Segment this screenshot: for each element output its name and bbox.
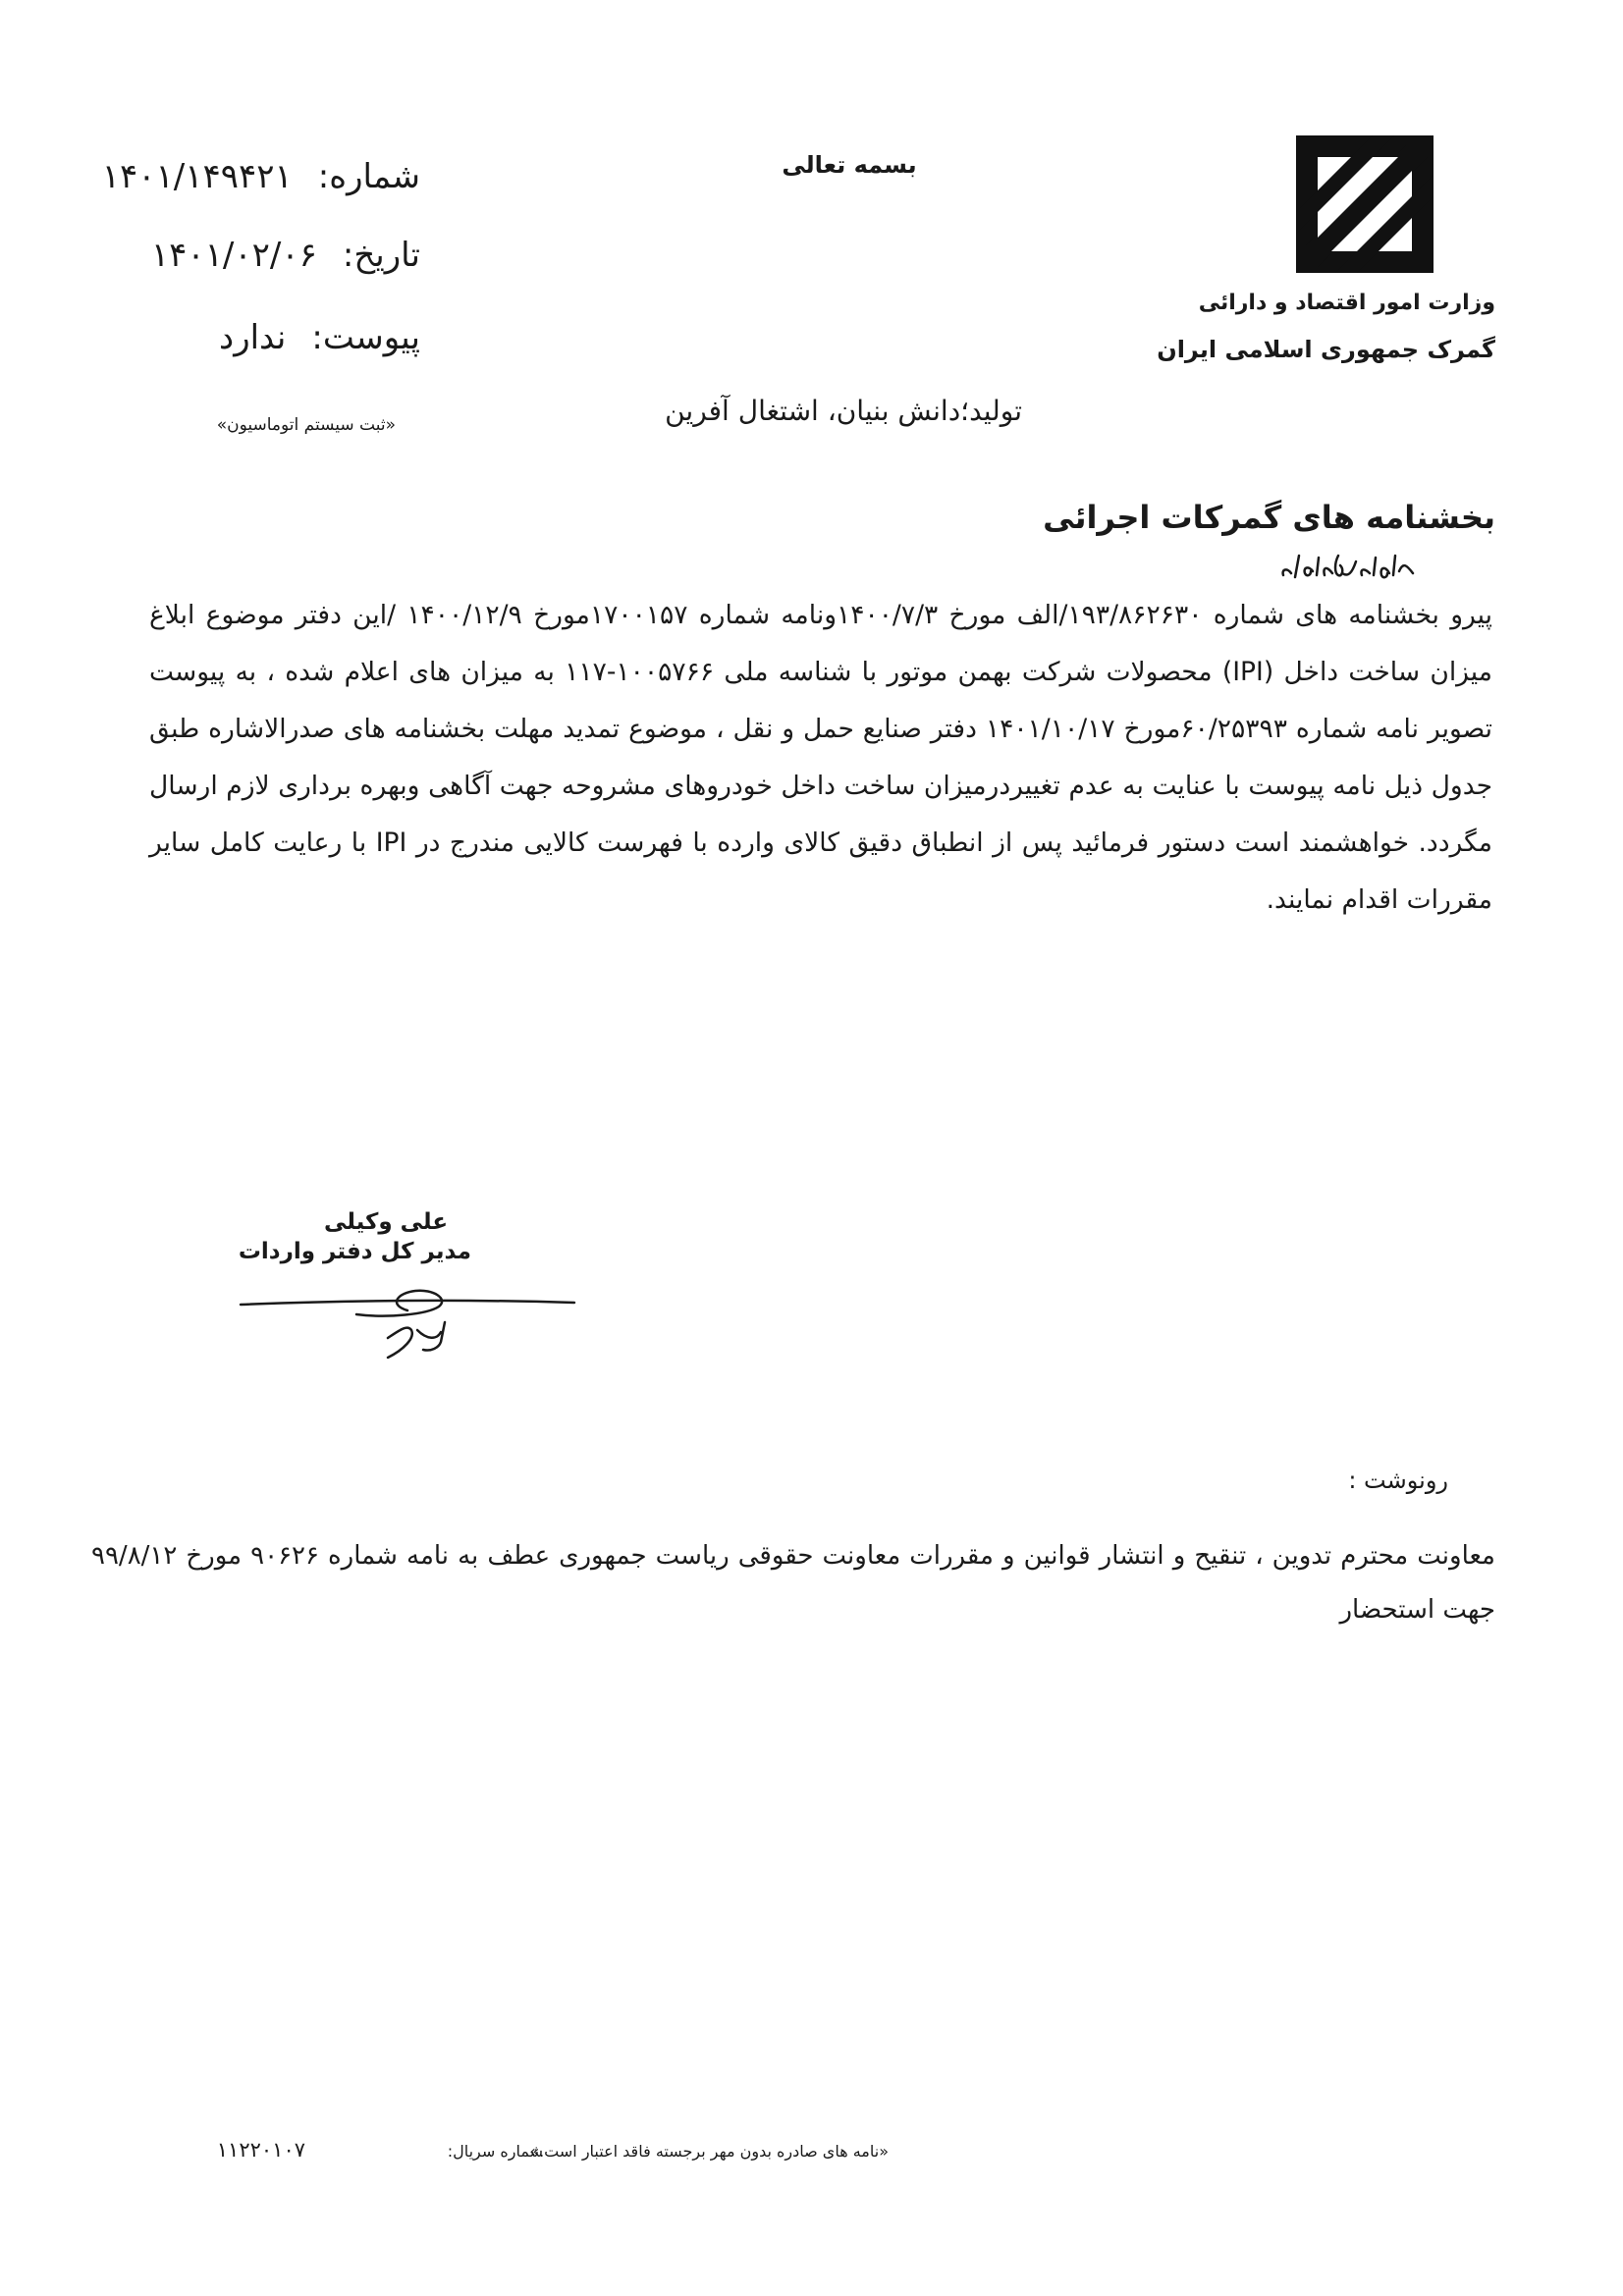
customs-emblem-icon [1296, 135, 1434, 273]
handwritten-signature [231, 1261, 584, 1369]
signatory-name: علی وکیلی [323, 1209, 449, 1235]
circular-title: بخشنامه های گمرکات اجرائی [1043, 499, 1495, 536]
customs-name: گمرک جمهوری اسلامی ایران [1157, 336, 1495, 363]
cc-recipient: معاونت محترم تدوین ، تنقیح و انتشار قوانین و مقررات معاونت حقوقی ریاست جمهوری عطف به نامه شماره ۹۰۶۲۶ مورخ ۹۹/۸/۱۲ جهت استحضار [91, 1541, 1495, 1625]
letter-date [151, 236, 420, 275]
handwritten-greeting [1270, 544, 1417, 585]
letter-date-label: تاریخ: [342, 236, 420, 275]
validity-note: «نامه های صادره بدون مهر برجسته فاقد اعتبار است.» [529, 2142, 889, 2161]
cc-label: رونوشت : [1348, 1467, 1448, 1494]
subject-tags: تولید؛دانش بنیان، اشتغال آفرین [665, 395, 1022, 427]
ministry-name: وزارت امور اقتصاد و دارائی [1198, 291, 1495, 315]
letter-number [102, 157, 420, 196]
letter-body: پیرو بخشنامه های شماره ۱۹۳/۸۶۲۶۳۰/الف مورخ ۱۴۰۰/۷/۳ونامه شماره ۱۷۰۰۱۵۷مورخ ۱۴۰۰/۱۲/۹ /این دفتر موضوع ابلاغ میزان ساخت داخل (IPI) محصولات شرکت بهمن موتور با شناسه ملی ۱۰۰۵۷۶۶-۱۱۷ به میزان های اعلام شده ، به پیوست تصویر نامه شماره ۶۰/۲۵۳۹۳مورخ ۱۴۰۱/۱۰/۱۷ دفتر صنایع حمل و نقل ، موضوع تمدید مهلت بخشنامه های صدرالاشاره طبق جدول ذیل نامه پیوست با عنایت به عدم تغییردرمیزان ساخت داخل خودروهای مشروحه جهت آگاهی وبهره برداری لازم ارسال مگردد. خواهشمند است دستور فرمائید پس از انطباق دقیق کالای وارده با فهرست کالایی مندرج در IPI با رعایت کامل سایر مقررات اقدام نمایند. [149, 600, 1493, 915]
letter-attachment [219, 318, 420, 357]
letter-attachment-label: پیوست: [311, 318, 420, 357]
letter-attachment-value: ندارد [219, 318, 287, 357]
letter-date-value: ۱۴۰۱/۰۲/۰۶ [150, 236, 317, 275]
automation-registration-note: «ثبت سیستم اتوماسیون» [216, 415, 396, 435]
letter-number-label: شماره: [317, 157, 420, 196]
basmala: بسمه تعالی [782, 151, 917, 179]
serial-number-value: ۱۱۲۲۰۱۰۷ [216, 2138, 305, 2162]
letter-number-value: ۱۴۰۱/۱۴۹۴۲۱ [101, 157, 293, 196]
serial-number-label: شماره سریال: [447, 2142, 543, 2161]
signatory-title: مدیر کل دفتر واردات [238, 1239, 471, 1264]
